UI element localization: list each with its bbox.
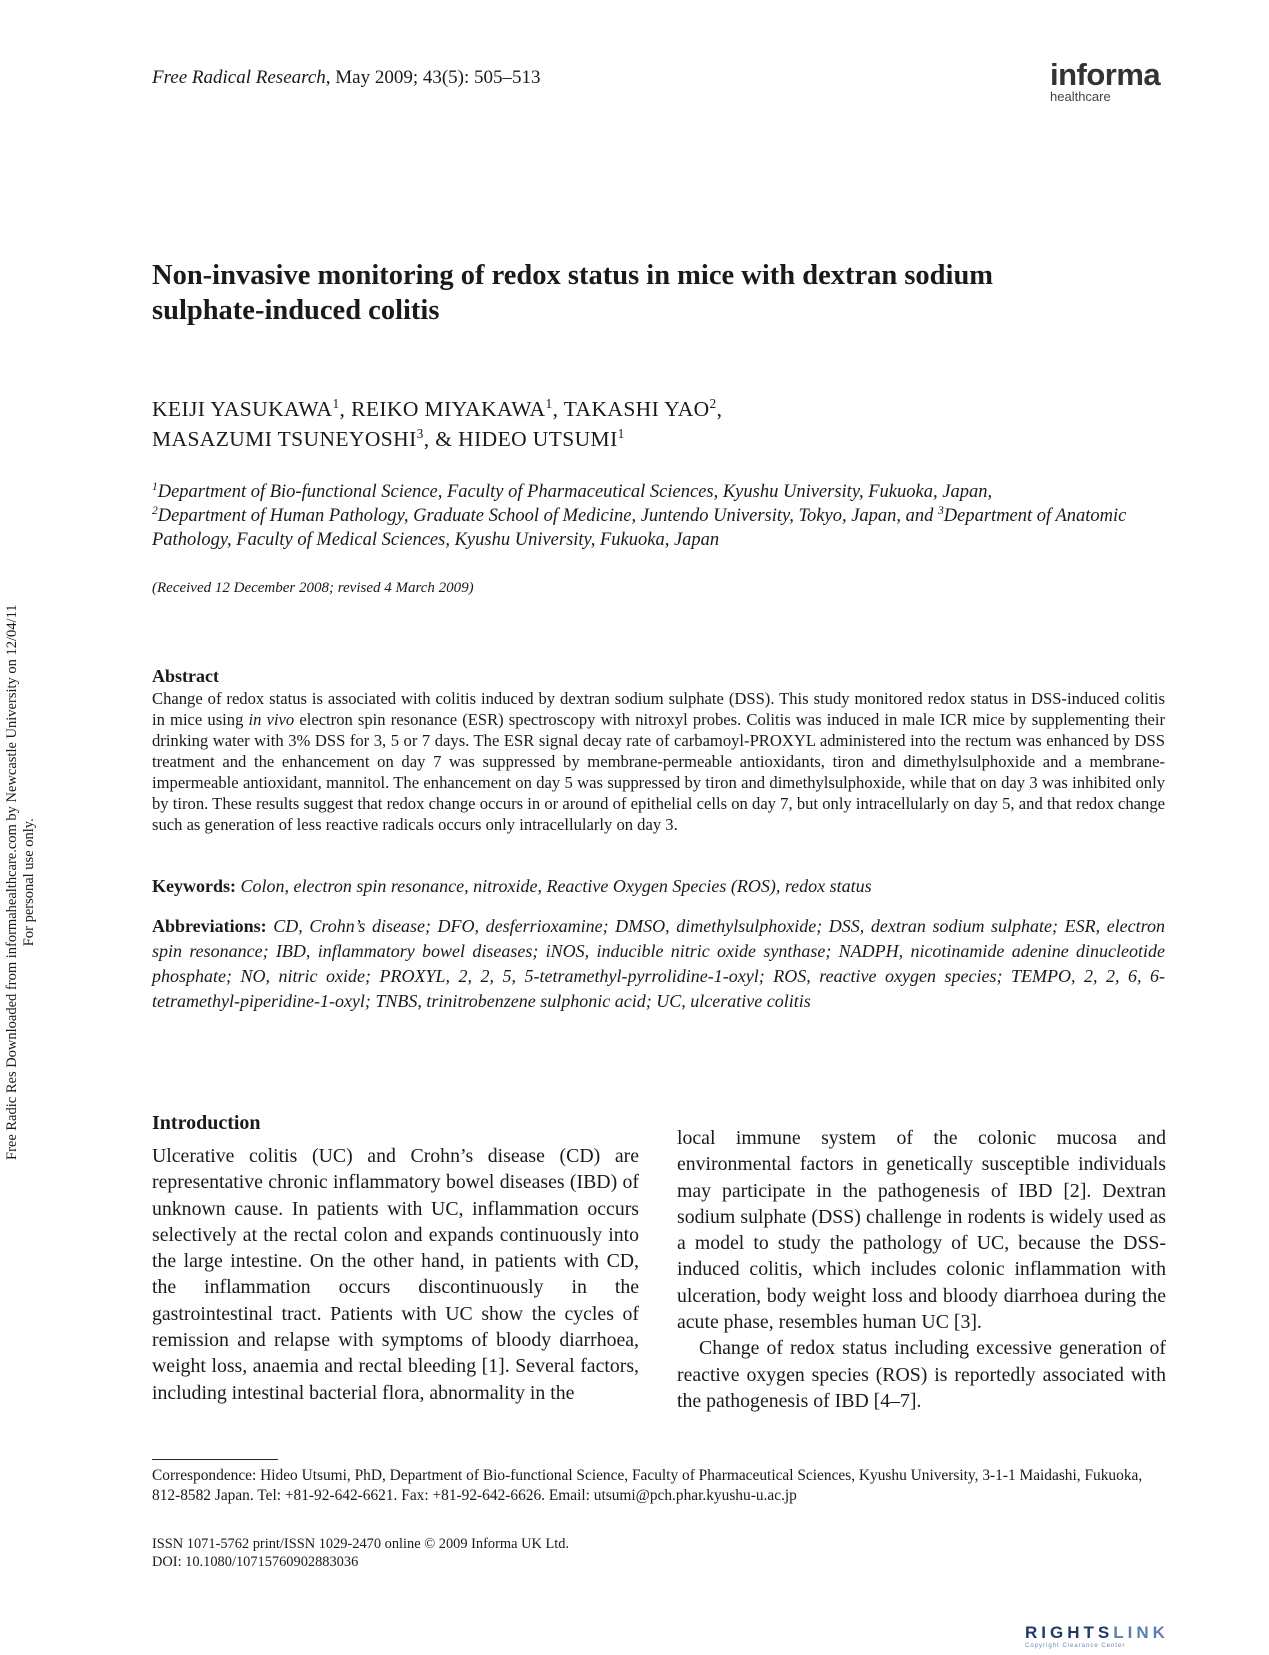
- author-affiliation-mark: 1: [617, 425, 625, 441]
- journal-name: Free Radical Research: [152, 67, 326, 88]
- affiliation-number: 2: [152, 504, 158, 517]
- publication-info: [152, 1535, 569, 1571]
- paper-title: [152, 258, 1162, 328]
- author-affiliation-mark: 3: [416, 425, 424, 441]
- affiliation-2: Department of Human Pathology, Graduate School of Medicine, Juntendo University, Tokyo, Japan, and: [157, 506, 939, 526]
- footnote-divider: [152, 1459, 278, 1460]
- author-affiliation-mark: 1: [545, 395, 553, 411]
- watermark-line-2: For personal use only.: [21, 818, 37, 947]
- affiliation-1: Department of Bio-functional Science, Faculty of Pharmaceutical Sciences, Kyushu University, Fukuoka, Japan,: [157, 482, 993, 502]
- author-name: HIDEO UTSUMI: [458, 427, 618, 451]
- author-name: TAKASHI YAO: [563, 397, 710, 421]
- introduction-paragraph: local immune system of the colonic mucosa and environmental factors in genetically susceptible individuals may participate in the pathogenesis of IBD [2]. Dextran sodium sulphate (DSS) challenge in rodents is widely used as a model to study the pathology of UC, because the DSS-induced colitis, which includes colonic inflammation with ulceration, body weight loss and bloody diarrhoea during the acute phase, resembles human UC [3].: [677, 1127, 1166, 1334]
- journal-issue: , May 2009; 43(5): 505–513: [325, 67, 541, 88]
- received-dates: (Received 12 December 2008; revised 4 March 2009): [152, 580, 474, 596]
- author-affiliation-mark: 2: [709, 395, 717, 411]
- author-affiliation-mark: 1: [332, 395, 340, 411]
- keywords: [152, 874, 1165, 898]
- abstract-heading: Abstract: [152, 666, 219, 686]
- abstract-text-1: Change of redox status is associated with colitis induced by dextran sodium sulphate (DSS). This study monitored redox status in DSS-induced colitis in mice using: [152, 689, 1165, 729]
- abbreviations: [152, 914, 1165, 1014]
- author-separator: ,: [552, 397, 564, 421]
- abstract-in-vivo: in vivo: [248, 710, 295, 729]
- issn-line: ISSN 1071-5762 print/ISSN 1029-2470 online © 2009 Informa UK Ltd.: [152, 1536, 570, 1552]
- introduction-paragraph: Change of redox status including excessive generation of reactive oxygen species (ROS) is reportedly associated with the pathogenesis of IBD [4–7].: [677, 1337, 1166, 1412]
- introduction-paragraph: Ulcerative colitis (UC) and Crohn’s disease (CD) are representative chronic inflammatory bowel diseases (IBD) of unknown cause. In patients with UC, inflammation occurs selectively at the rectal colon and expands continuously into the large intestine. On the other hand, in patients with CD, the inflammation occurs discontinuously in the gastrointestinal tract. Patients with UC show the cycles of remission and relapse with symptoms of bloody diarrhoea, weight loss, anaemia and rectal bleeding [1]. Several factors, including intestinal bacterial flora, abnormality in the: [152, 1145, 639, 1404]
- author-list: [152, 394, 1152, 454]
- affiliation-number: 3: [938, 504, 944, 517]
- author-name: KEIJI YASUKAWA: [152, 397, 333, 421]
- introduction-right-column: [677, 1125, 1166, 1414]
- author-separator: ,: [716, 397, 723, 421]
- affiliation-number: 1: [152, 480, 158, 493]
- keywords-text: Colon, electron spin resonance, nitroxide, Reactive Oxygen Species (ROS), redox status: [240, 876, 872, 896]
- abbreviations-text: CD, Crohn’s disease; DFO, desferrioxamine; DMSO, dimethylsulphoxide; DSS, dextran sodium sulphate; ESR, electron spin resonance; IBD, inflammatory bowel diseases; iNOS, inducible nitric oxide synthase; NADPH, nicotinamide adenine dinucleotide phosphate; NO, nitric oxide; PROXYL, 2, 2, 5, 5-tetramethyl-pyrrolidine-1-oxyl; ROS, reactive oxygen species; TEMPO, 2, 2, 6, 6-tetramethyl-piperidine-1-oxyl; TNBS, trinitrobenzene sulphonic acid; UC, ulcerative colitis: [152, 916, 1166, 1011]
- watermark-line-1: Free Radic Res Downloaded from informahealthcare.com by Newcastle University on 12/04/11: [4, 604, 20, 1160]
- abbreviations-label: Abbreviations:: [152, 916, 267, 936]
- rightslink-link: LINK: [1113, 1623, 1169, 1642]
- author-name: REIKO MIYAKAWA: [351, 397, 546, 421]
- doi-line: DOI: 10.1080/10715760902883036: [152, 1554, 359, 1570]
- publisher-logo: [1050, 57, 1161, 104]
- logo-brand: informa: [1050, 57, 1161, 92]
- introduction-left-column: [152, 1143, 639, 1406]
- rightslink-rights: RIGHTS: [1025, 1623, 1114, 1642]
- rightslink-subtitle: Copyright Clearance Center: [1025, 1643, 1126, 1649]
- rightslink-wordmark: [1025, 1624, 1169, 1642]
- author-separator: ,: [339, 397, 352, 421]
- rightslink-logo: [1025, 1624, 1169, 1650]
- abstract-text-2: electron spin resonance (ESR) spectroscopy with nitroxyl probes. Colitis was induced in male ICR mice by supplementing their drinking water with 3% DSS for 3, 5 or 7 days. The ESR signal decay rate of carbamoyl-PROXYL administered into the rectum was enhanced by DSS treatment and the enhancement on day 7 was suppressed by membrane-permeable antioxidants, tiron and dimethylsulphoxide and a membrane-impermeable antioxidant, mannitol. The enhancement on day 5 was suppressed by tiron and dimethylsulphoxide, while that on day 3 was inhibited only by tiron. These results suggest that redox change occurs in or around of epithelial cells on day 7, but only intracellularly on day 5, and that redox change such as generation of less reactive radicals occurs only intracellularly on day 3.: [152, 710, 1165, 834]
- author-separator: , &: [423, 427, 459, 451]
- author-name: MASAZUMI TSUNEYOSHI: [152, 427, 417, 451]
- journal-citation: [152, 67, 541, 89]
- abstract-body: [152, 688, 1165, 835]
- logo-subtitle: healthcare: [1050, 89, 1111, 104]
- introduction-heading: Introduction: [152, 1112, 261, 1134]
- affiliation-3: Department of Anatomic Pathology, Faculty of Medical Sciences, Kyushu University, Fukuoka, Japan: [152, 506, 1127, 550]
- title-line-2: sulphate-induced colitis: [152, 295, 440, 326]
- correspondence-note: Correspondence: Hideo Utsumi, PhD, Department of Bio-functional Science, Faculty of Pharmaceutical Sciences, Kyushu University, 3-1-1 Maidashi, Fukuoka, 812-8582 Japan. Tel: +81-92-642-6621. Fax: +81-92-642-6626. Email: utsumi@pch.phar.kyushu-u.ac.jp: [152, 1467, 1143, 1504]
- affiliations: [152, 480, 1165, 552]
- title-line-1: Non-invasive monitoring of redox status in mice with dextran sodium: [152, 260, 994, 291]
- keywords-label: Keywords:: [152, 876, 236, 896]
- download-watermark: [4, 604, 38, 1160]
